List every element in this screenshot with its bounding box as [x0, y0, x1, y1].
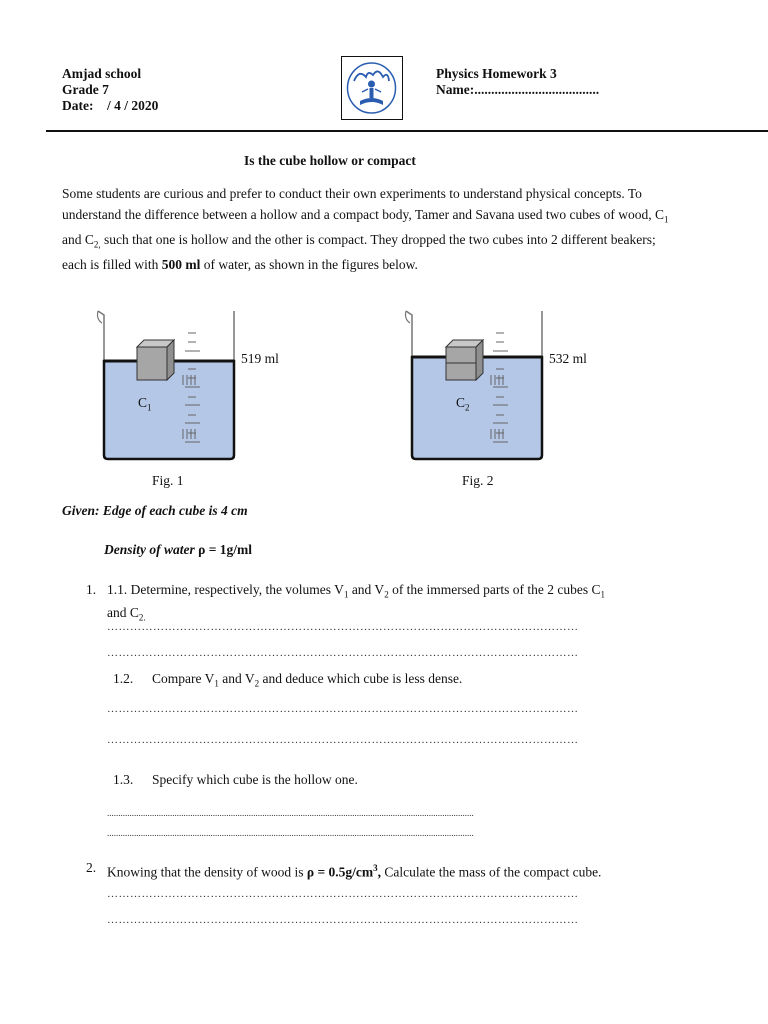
q-sup: 3: [373, 863, 378, 873]
q-text: Knowing that the density of wood is: [107, 864, 307, 880]
answer-line[interactable]: ……………………………………………………………………………………………………………: [107, 914, 579, 926]
q-sub: 1: [600, 589, 606, 600]
q-text: and deduce which cube is less dense.: [259, 671, 463, 686]
question-2-number: 2.: [86, 860, 97, 875]
figure-caption-2: Fig. 2: [462, 473, 494, 488]
answer-line[interactable]: ……………………………………………………………………………………………………………: [107, 647, 579, 659]
question-1-1: [107, 581, 667, 626]
answer-line[interactable]: ……………………………………………………………………………………………………………: [107, 621, 579, 633]
cube-c2: [446, 340, 483, 380]
subject-title: Physics Homework 3: [436, 66, 557, 81]
worksheet-title: Is the cube hollow or compact: [244, 153, 416, 168]
intro-text: such that one is hollow and the other is compact. They dropped the two cubes into 2 different beakers; each is filled with: [62, 231, 656, 272]
q-bold: ρ = 0.5g/cm: [306, 864, 374, 880]
density-value: ρ = 1g/ml: [194, 542, 253, 557]
q-text: of the immersed parts of the 2 cubes C: [388, 582, 601, 597]
intro-bold: 500 ml: [161, 256, 201, 272]
given-statement: Given: Edge of each cube is 4 cm: [62, 503, 248, 518]
q-sub: 2: [254, 678, 260, 689]
intro-text: Some students are curious and prefer to conduct their own experiments to understand physical concepts. To understand the difference between a hollow and a compact body, Tamer and Savana used two cubes of wood, C: [62, 186, 664, 222]
figure-caption-1: Fig. 1: [152, 473, 184, 488]
q-text: and C: [107, 604, 139, 620]
density-statement: [104, 542, 252, 558]
cube-sub: 2: [465, 402, 470, 413]
q-sub: 2.: [138, 612, 146, 623]
cube-sub: 1: [147, 402, 152, 413]
question-2: [107, 859, 601, 882]
q-sub: 2: [384, 589, 389, 600]
intro-text: and C: [62, 231, 94, 247]
cube-label-c1: [138, 395, 152, 413]
q-text: and V: [348, 582, 385, 597]
beaker-figure-2: [400, 305, 550, 465]
header-right: [436, 66, 599, 98]
volume-reading-1: 519 ml: [241, 351, 279, 366]
school-logo: [341, 56, 403, 120]
q-text: and V: [218, 671, 255, 686]
volume-reading-2: 532 ml: [549, 351, 587, 366]
q-bold: ,: [377, 864, 382, 880]
cube-letter: C: [456, 395, 466, 410]
cube-label-c2: [456, 395, 470, 413]
q-sub: 1: [214, 678, 219, 689]
header-left: [62, 66, 158, 114]
intro-paragraph: [62, 184, 672, 275]
answer-line[interactable]: ……………………………………………………………………………………………………………: [107, 734, 579, 746]
answer-line[interactable]: ...................................................................................................................................................................: [107, 828, 474, 838]
school-name: Amjad school: [62, 66, 142, 81]
cube-c1: [137, 340, 174, 380]
q-text: Calculate the mass of the compact cube.: [381, 864, 602, 880]
logo-emblem-icon: [342, 57, 401, 118]
q-sub: 1: [343, 589, 349, 600]
answer-line[interactable]: ……………………………………………………………………………………………………………: [107, 888, 579, 900]
intro-sub: 2,: [93, 239, 101, 250]
q-text: Compare V: [152, 671, 215, 686]
cube-letter: C: [138, 395, 148, 410]
question-1-2: [152, 670, 462, 693]
intro-text: of water, as shown in the figures below.: [200, 256, 418, 272]
beaker-figure-1: [92, 305, 242, 465]
grade: Grade 7: [62, 82, 109, 97]
date: Date: / 4 / 2020: [62, 98, 159, 113]
answer-line[interactable]: ……………………………………………………………………………………………………………: [107, 703, 579, 715]
q-text: 1.1. Determine, respectively, the volumes V: [107, 582, 344, 597]
question-1-3-number: 1.3.: [113, 772, 134, 787]
student-name-field: Name:.....................................: [436, 82, 600, 97]
question-1-2-number: 1.2.: [113, 671, 134, 686]
header-divider: [46, 130, 768, 132]
density-label: Density of water: [104, 542, 195, 557]
question-1-number: 1.: [86, 582, 97, 597]
intro-sub: 1: [664, 214, 669, 225]
answer-line[interactable]: ...................................................................................................................................................................: [107, 808, 474, 818]
question-1-3: Specify which cube is the hollow one.: [152, 772, 358, 787]
